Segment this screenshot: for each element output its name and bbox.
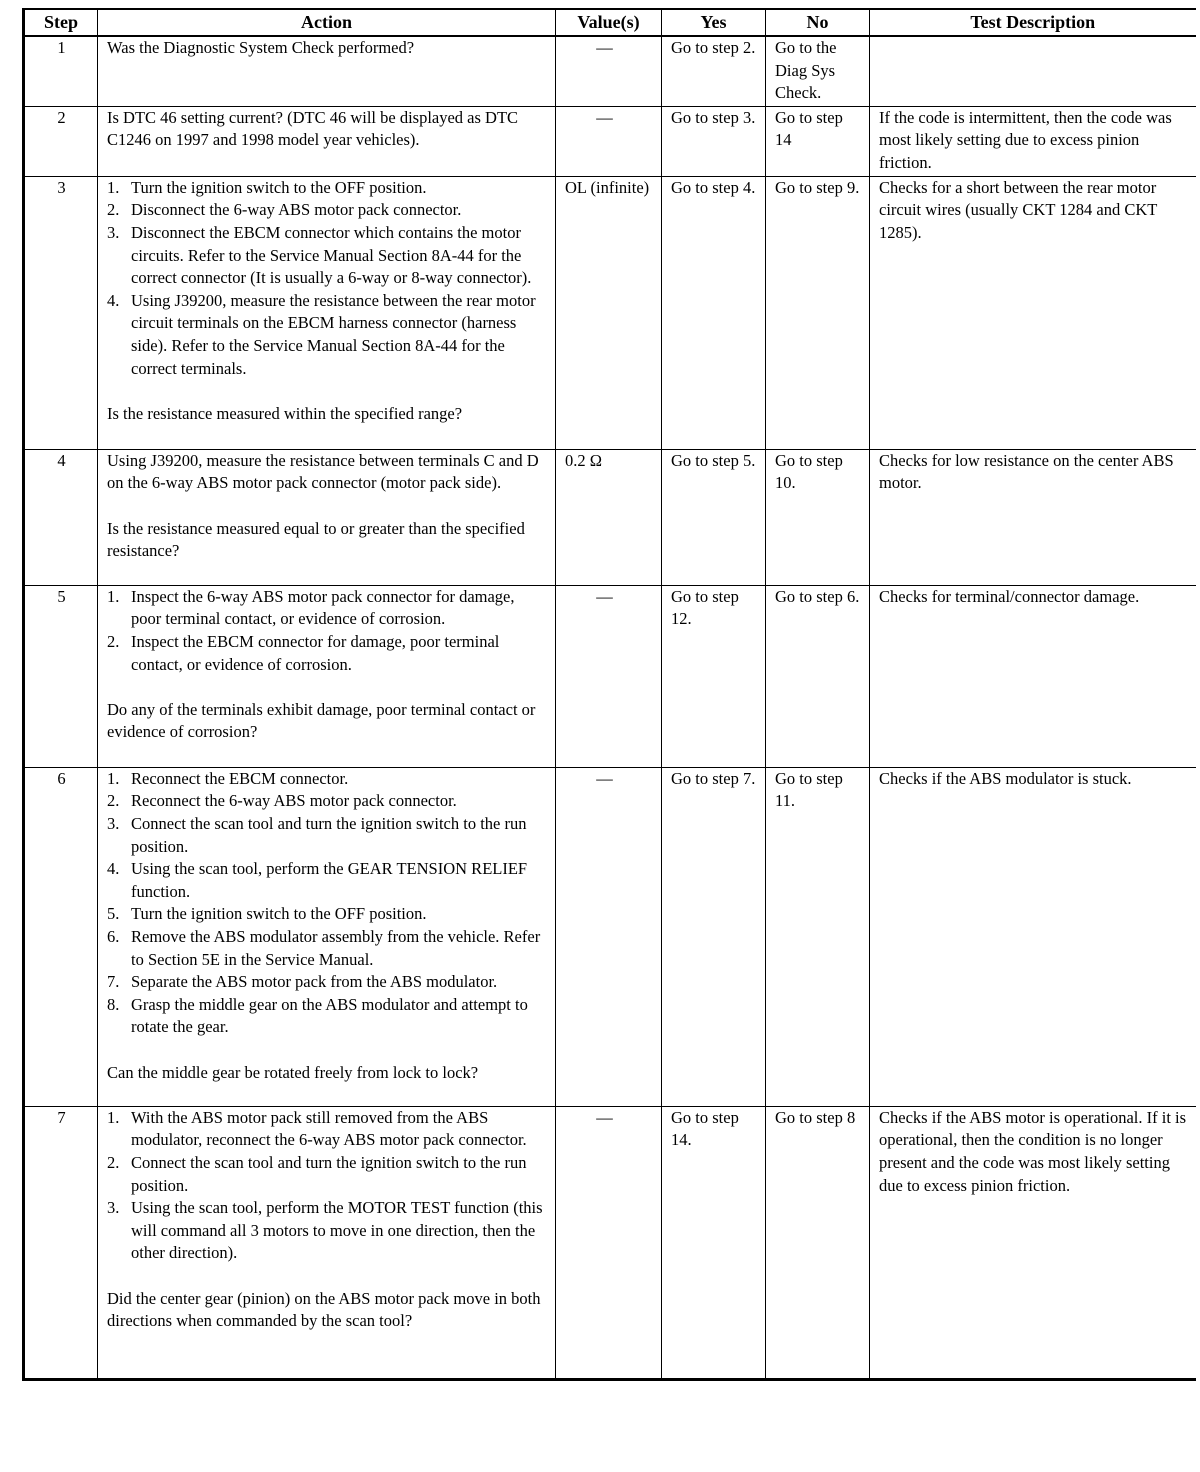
action-cell: [98, 767, 556, 1106]
question-text: Can the middle gear be rotated freely from lock to lock?: [107, 1062, 479, 1082]
list-item: [107, 222, 547, 290]
item-number: 5.: [107, 904, 120, 924]
table-row: [24, 36, 1196, 106]
action-cell: [98, 1106, 556, 1379]
item-text: Using J39200, measure the resistance between the rear motor circuit terminals on the EBCM harness connector (harness side). Refer to the Service Manual Section 8A-44 for the correct terminals.: [131, 290, 536, 378]
item-number: 1.: [107, 1107, 120, 1127]
item-text: Connect the scan tool and turn the ignition switch to the run position.: [131, 1152, 527, 1195]
list-item: [107, 903, 547, 926]
header-action: Action: [98, 9, 556, 36]
item-text: Reconnect the 6-way ABS motor pack connector.: [131, 791, 457, 811]
table-row: [24, 767, 1196, 1106]
item-text: Disconnect the 6-way ABS motor pack connector.: [131, 200, 462, 220]
table-row: [24, 449, 1196, 585]
action-cell: [98, 106, 556, 176]
action-cell: [98, 449, 556, 585]
item-text: Inspect the 6-way ABS motor pack connector for damage, poor terminal contact, or evidence of corrosion.: [131, 586, 515, 629]
list-item: [107, 1152, 547, 1197]
question-text: Did the center gear (pinion) on the ABS motor pack move in both directions when commanded by the scan tool?: [107, 1288, 541, 1331]
no-cell: Go to step 11.: [766, 767, 870, 1106]
action-cell: [98, 176, 556, 449]
value-cell: —: [556, 36, 662, 106]
yes-cell: Go to step 3.: [662, 106, 766, 176]
description-cell: Checks if the ABS modulator is stuck.: [870, 767, 1196, 1106]
list-item: [107, 177, 547, 200]
value-cell: —: [556, 585, 662, 767]
no-cell: Go to step 9.: [766, 176, 870, 449]
yes-cell: Go to step 2.: [662, 36, 766, 106]
item-number: 2.: [107, 791, 120, 811]
item-number: 1.: [107, 586, 120, 606]
yes-cell: Go to step 12.: [662, 585, 766, 767]
value-cell: —: [556, 1106, 662, 1379]
item-number: 3.: [107, 222, 120, 242]
item-text: Turn the ignition switch to the OFF position.: [131, 904, 427, 924]
list-item: [107, 199, 547, 222]
no-cell: Go to the Diag Sys Check.: [766, 36, 870, 106]
action-text: Using J39200, measure the resistance between terminals C and D on the 6-way ABS motor pack connector (motor pack side).: [107, 450, 539, 493]
item-number: 1.: [107, 177, 120, 197]
yes-cell: Go to step 5.: [662, 449, 766, 585]
item-text: Using the scan tool, perform the GEAR TENSION RELIEF function.: [131, 859, 528, 901]
item-number: 2.: [107, 631, 120, 651]
question-text: Is the resistance measured equal to or greater than the specified resistance?: [107, 518, 525, 561]
description-cell: Checks for a short between the rear motor circuit wires (usually CKT 1284 and CKT 1285).: [870, 176, 1196, 449]
list-item: [107, 971, 547, 994]
item-text: Turn the ignition switch to the OFF position.: [131, 177, 427, 197]
item-number: 8.: [107, 994, 120, 1014]
action-cell: [98, 36, 556, 106]
item-text: Grasp the middle gear on the ABS modulator and attempt to rotate the gear.: [131, 994, 528, 1037]
action-cell: [98, 585, 556, 767]
value-cell: 0.2 Ω: [556, 449, 662, 585]
item-number: 7.: [107, 972, 120, 992]
item-text: Disconnect the EBCM connector which contains the motor circuits. Refer to the Service Manual Section 8A-44 for the correct connector (It is usually a 6-way or 8-way connector).: [131, 222, 532, 288]
step-number: 4: [24, 449, 98, 585]
list-item: [107, 631, 547, 676]
no-cell: Go to step 6.: [766, 585, 870, 767]
item-number: 4.: [107, 859, 120, 879]
diagnostic-table: [22, 8, 1196, 1381]
action-text: Is DTC 46 setting current? (DTC 46 will be displayed as DTC C1246 on 1997 and 1998 model year vehicles).: [107, 107, 519, 150]
value-cell: —: [556, 106, 662, 176]
question-text: Is the resistance measured within the specified range?: [107, 403, 463, 423]
yes-cell: Go to step 14.: [662, 1106, 766, 1379]
description-cell: Checks if the ABS motor is operational. If it is operational, then the condition is no longer present and the code was most likely setting due to excess pinion friction.: [870, 1106, 1196, 1379]
list-item: [107, 790, 547, 813]
step-number: 5: [24, 585, 98, 767]
table-row: [24, 176, 1196, 449]
header-test-description: Test Description: [870, 9, 1196, 36]
procedure-list: [107, 1107, 547, 1265]
list-item: [107, 586, 547, 631]
item-text: With the ABS motor pack still removed from the ABS modulator, reconnect the 6-way ABS motor pack connector.: [131, 1107, 527, 1150]
list-item: [107, 858, 547, 903]
header-yes: Yes: [662, 9, 766, 36]
step-number: 3: [24, 176, 98, 449]
table-row: [24, 1106, 1196, 1379]
header-row: [24, 9, 1196, 36]
item-text: Inspect the EBCM connector for damage, poor terminal contact, or evidence of corrosion.: [131, 631, 500, 674]
step-number: 6: [24, 767, 98, 1106]
item-number: 6.: [107, 926, 120, 946]
procedure-list: [107, 586, 547, 676]
step-number: 2: [24, 106, 98, 176]
table-row: [24, 585, 1196, 767]
header-no: No: [766, 9, 870, 36]
item-text: Reconnect the EBCM connector.: [131, 768, 349, 788]
item-number: 3.: [107, 813, 120, 833]
no-cell: Go to step 14: [766, 106, 870, 176]
header-values: Value(s): [556, 9, 662, 36]
item-text: Using the scan tool, perform the MOTOR TEST function (this will command all 3 motors to move in one direction, then the other direction).: [131, 1198, 543, 1263]
step-number: 7: [24, 1106, 98, 1379]
item-text: Separate the ABS motor pack from the ABS modulator.: [131, 972, 498, 992]
list-item: [107, 768, 547, 791]
action-text: Was the Diagnostic System Check performed?: [107, 38, 415, 57]
list-item: [107, 290, 547, 380]
value-cell: —: [556, 767, 662, 1106]
header-step: Step: [24, 9, 98, 36]
table-row: [24, 106, 1196, 176]
yes-cell: Go to step 4.: [662, 176, 766, 449]
item-text: Connect the scan tool and turn the ignition switch to the run position.: [131, 813, 527, 856]
list-item: [107, 813, 547, 858]
item-number: 4.: [107, 290, 120, 310]
item-number: 3.: [107, 1198, 120, 1218]
description-cell: Checks for terminal/connector damage.: [870, 585, 1196, 767]
list-item: [107, 926, 547, 971]
item-number: 2.: [107, 1152, 120, 1172]
list-item: [107, 994, 547, 1039]
value-cell: OL (infinite): [556, 176, 662, 449]
item-text: Remove the ABS modulator assembly from the vehicle. Refer to Section 5E in the Service Manual.: [131, 926, 541, 969]
description-cell: [870, 36, 1196, 106]
list-item: [107, 1197, 547, 1265]
procedure-list: [107, 177, 547, 380]
item-number: 2.: [107, 200, 120, 220]
no-cell: Go to step 8: [766, 1106, 870, 1379]
step-number: 1: [24, 36, 98, 106]
description-cell: If the code is intermittent, then the code was most likely setting due to excess pinion friction.: [870, 106, 1196, 176]
item-number: 1.: [107, 768, 120, 788]
no-cell: Go to step 10.: [766, 449, 870, 585]
question-text: Do any of the terminals exhibit damage, poor terminal contact or evidence of corrosion?: [107, 699, 536, 742]
yes-cell: Go to step 7.: [662, 767, 766, 1106]
procedure-list: [107, 768, 547, 1039]
description-cell: Checks for low resistance on the center ABS motor.: [870, 449, 1196, 585]
list-item: [107, 1107, 547, 1152]
